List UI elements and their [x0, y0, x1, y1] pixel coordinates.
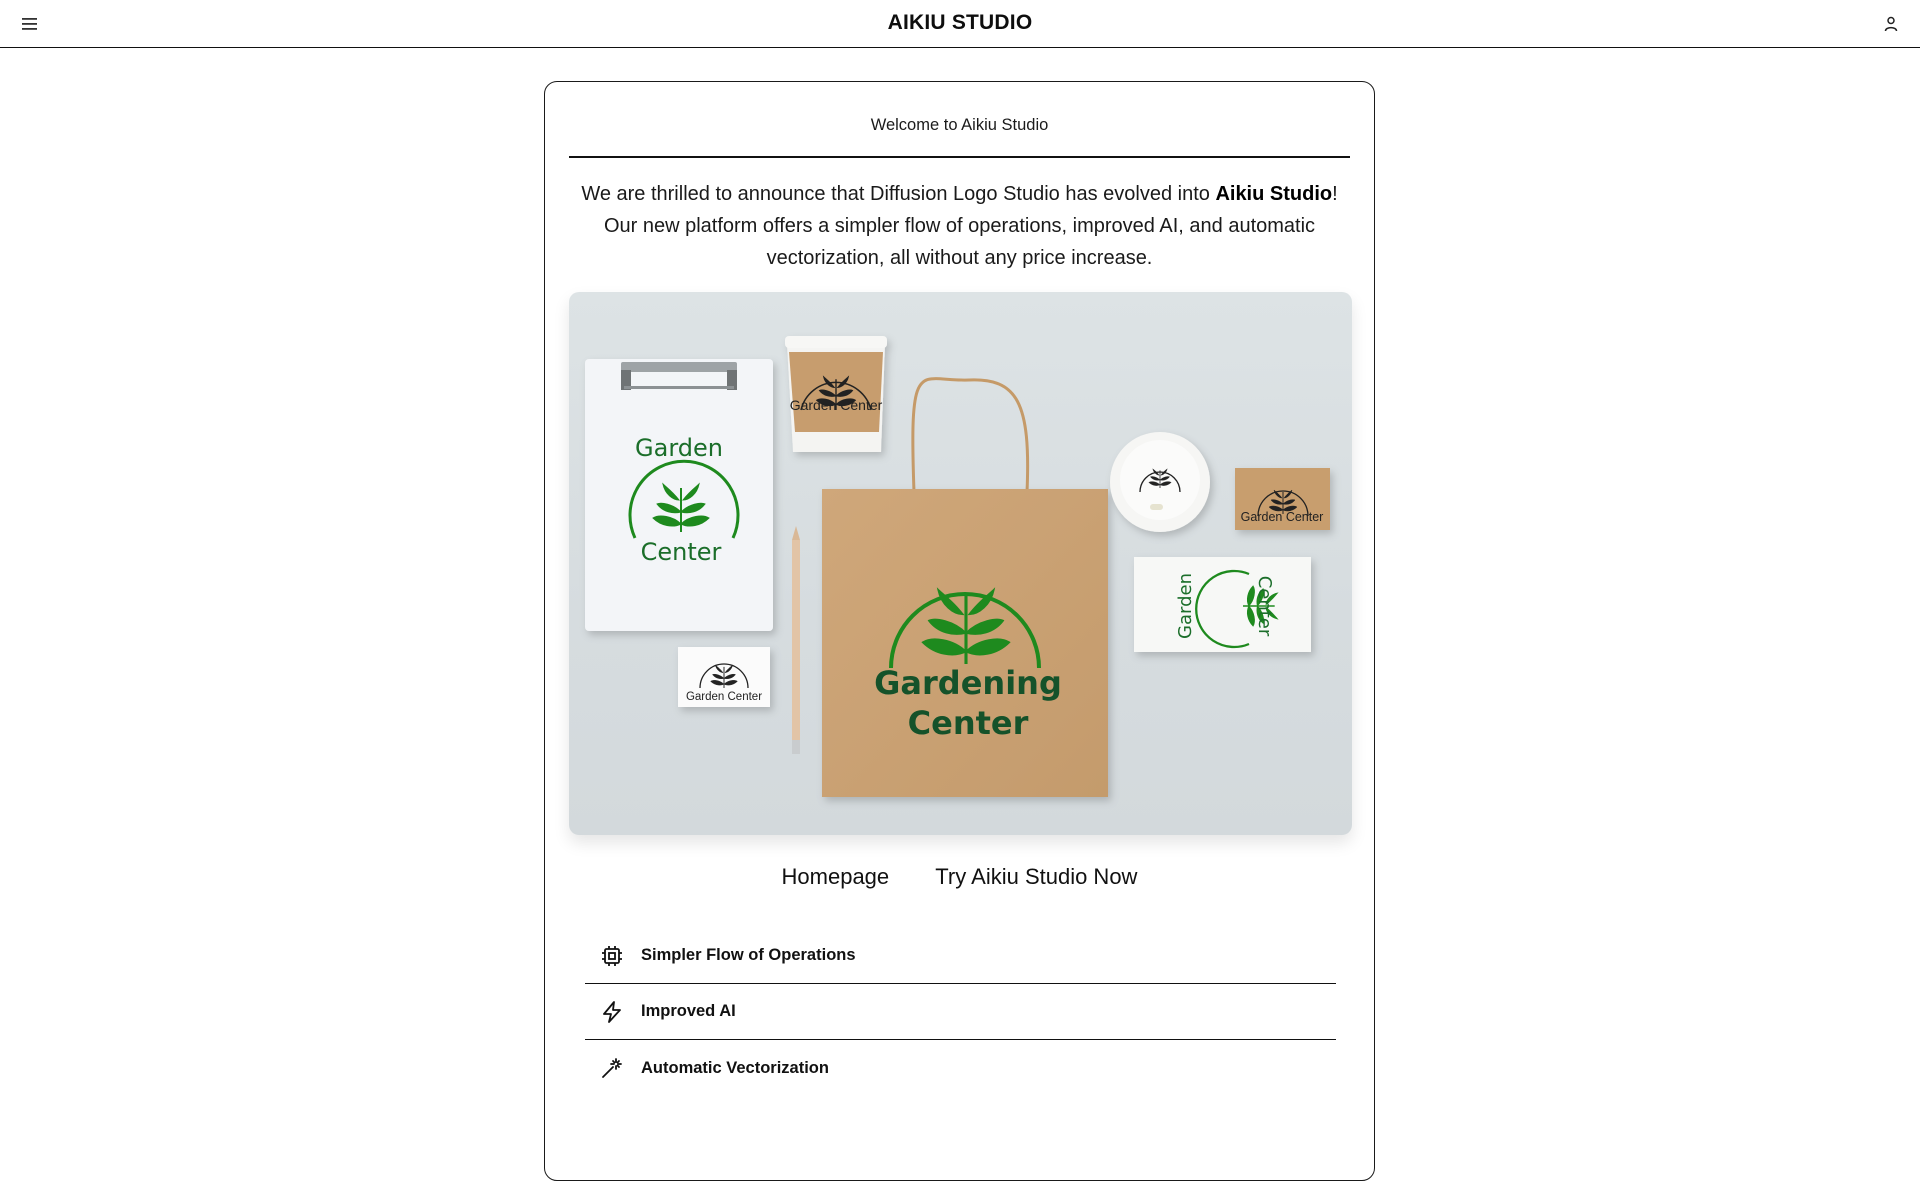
card-title: Welcome to Aikiu Studio: [569, 116, 1350, 158]
announcement-card: [544, 81, 1375, 1181]
svg-text:Garden Center: Garden Center: [789, 397, 883, 413]
svg-text:Center: Center: [640, 538, 722, 566]
brand-logo[interactable]: AIKIU STUDIO: [887, 11, 1033, 34]
intro-text-end: ! Our new platform offers a simpler flow of operations, improved AI, and automatic vectorization, all without any price increase.: [603, 183, 1338, 269]
magic-wand-icon: [600, 1056, 624, 1080]
intro-brand-name: Aikiu Studio: [1215, 183, 1333, 205]
pencil-mockup: [792, 526, 800, 754]
announcement-text: [569, 178, 1350, 274]
action-links: [545, 864, 1374, 890]
svg-text:Garden Center: Garden Center: [1240, 510, 1324, 524]
feature-item-automatic-vectorization[interactable]: [585, 1040, 1336, 1096]
feature-item-simpler-flow[interactable]: [585, 928, 1336, 984]
feature-label: Simpler Flow of Operations: [641, 946, 856, 964]
feature-item-improved-ai[interactable]: [585, 984, 1336, 1040]
business-card-mockup: [1134, 557, 1311, 652]
try-aikiu-studio-link[interactable]: Try Aikiu Studio Now: [935, 864, 1138, 889]
svg-text:Garden: Garden: [1175, 573, 1196, 639]
svg-text:Garden: Garden: [635, 434, 723, 462]
homepage-link[interactable]: Homepage: [781, 864, 890, 889]
feature-label: Automatic Vectorization: [641, 1058, 829, 1077]
svg-text:Gardening: Gardening: [874, 664, 1062, 702]
user-account-icon: [1880, 13, 1902, 35]
feature-list: [585, 928, 1336, 1096]
cpu-chip-icon: [600, 944, 624, 968]
intro-text-start: We are thrilled to announce that Diffusion Logo Studio has evolved into: [581, 183, 1216, 205]
clipboard-mockup: [585, 359, 773, 631]
hero-mockup-image: [569, 292, 1352, 835]
top-navigation-bar: [0, 0, 1920, 48]
branding-mockup-illustration: [569, 292, 1352, 835]
svg-text:Center: Center: [907, 704, 1029, 742]
lightning-bolt-icon: [600, 1000, 624, 1024]
user-account-button[interactable]: [1880, 13, 1902, 35]
feature-label: Improved AI: [641, 1002, 736, 1020]
svg-text:Garden Center: Garden Center: [685, 691, 763, 703]
svg-text:Center: Center: [1254, 575, 1275, 637]
